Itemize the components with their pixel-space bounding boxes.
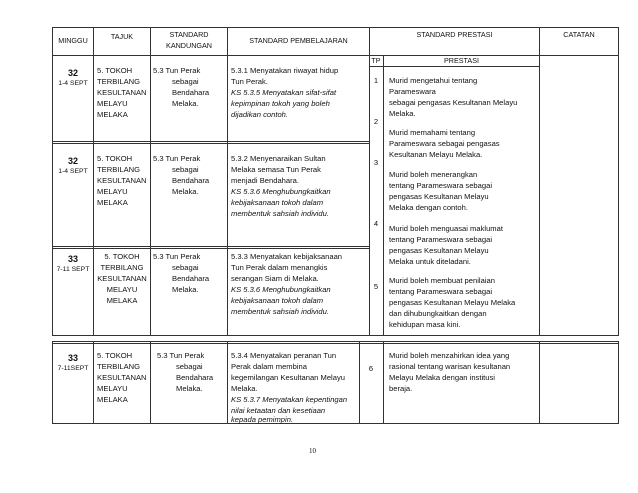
sk-line: 5.3 Tun Perak xyxy=(153,252,201,261)
header-standard-kandungan-line1: STANDARD xyxy=(169,30,209,39)
prestasi-line: Murid mengetahui tentang xyxy=(389,76,478,85)
tajuk-line: TERBILANG xyxy=(97,77,141,86)
sp-line: 5.3.2 Menyenaraikan Sultan xyxy=(231,154,326,163)
prestasi-line: Melaka. xyxy=(389,109,416,118)
prestasi-line: tentang Parameswara sebagai xyxy=(389,181,493,190)
sk-line: Bendahara xyxy=(172,274,210,283)
tajuk-line: MELAYU xyxy=(97,384,128,393)
prestasi-line: pengasas Kesultanan Melayu xyxy=(389,192,489,201)
prestasi-line: beraja. xyxy=(389,384,413,393)
prestasi-line: Murid boleh menguasai maklumat xyxy=(389,224,503,233)
tajuk-line: MELAYU xyxy=(106,285,138,294)
tajuk-line: MELAKA xyxy=(106,296,138,305)
tajuk-line: 5. TOKOH xyxy=(97,66,133,75)
sk-line: Melaka. xyxy=(176,384,203,393)
sp-line: Melaka semasa Tun Perak xyxy=(231,165,321,174)
header-standard-prestasi: STANDARD PRESTASI xyxy=(416,30,493,39)
sp-line: Tun Perak. xyxy=(231,77,268,86)
tp-level: 3 xyxy=(373,158,379,167)
tp-level: 5 xyxy=(373,282,379,291)
sk-line: sebagai xyxy=(172,165,199,174)
prestasi-line: Murid boleh menzahirkan idea yang xyxy=(389,351,510,360)
sp-ks-line: kepada pemimpin. xyxy=(231,415,294,424)
sp-ks-line: membentuk sahsiah individu. xyxy=(231,209,329,218)
header-minggu: MINGGU xyxy=(58,36,88,45)
sp-ks-line: KS 5.3.6 Menghubungkaitkan xyxy=(231,285,331,294)
tp-level: 4 xyxy=(373,219,379,228)
sp-ks-line: dijadikan contoh. xyxy=(231,110,288,119)
prestasi-line: rasional tentang warisan kesultanan xyxy=(389,362,511,371)
week-number: 33 xyxy=(67,254,78,264)
tajuk-line: TERBILANG xyxy=(100,263,144,272)
tajuk-line: TERBILANG xyxy=(97,165,141,174)
prestasi-line: kehidupan masa kini. xyxy=(389,320,461,329)
prestasi-line: tentang Parameswara sebagai xyxy=(389,235,493,244)
sp-ks-line: kebijaksanaan tokoh dalam xyxy=(231,296,324,305)
week-dates: 7-11 SEPT xyxy=(56,266,90,273)
sk-line: Melaka. xyxy=(172,99,199,108)
tajuk-line: TERBILANG xyxy=(97,362,141,371)
tajuk-line: MELAKA xyxy=(97,198,128,207)
tajuk-line: KESULTANAN xyxy=(97,373,147,382)
prestasi-line: Murid boleh membuat penilaian xyxy=(389,276,495,285)
prestasi-line: Murid boleh menerangkan xyxy=(389,170,478,179)
sk-line: Melaka. xyxy=(172,187,199,196)
sp-line: menjadi Bendahara. xyxy=(231,176,299,185)
week-dates: 1-4 SEPT xyxy=(58,168,88,175)
sp-line: Melaka. xyxy=(231,384,258,393)
sp-line: Perak dalam membina xyxy=(231,362,307,371)
sp-line: serangan Siam di Melaka. xyxy=(231,274,319,283)
sk-line: 5.3 Tun Perak xyxy=(153,66,201,75)
sk-line: sebagai xyxy=(172,77,199,86)
tajuk-line: MELAKA xyxy=(97,395,128,404)
header-tajuk: TAJUK xyxy=(110,32,134,41)
header-tp: TP xyxy=(371,56,381,65)
sk-line: 5.3 Tun Perak xyxy=(157,351,205,360)
prestasi-line: sebagai pengasas Kesultanan Melayu xyxy=(389,98,518,107)
tp-level: 1 xyxy=(373,76,379,85)
sp-ks-line: KS 5.3.7 Menyatakan kepentingan xyxy=(231,395,348,404)
prestasi-line: Parameswara xyxy=(389,87,436,96)
header-catatan: CATATAN xyxy=(563,30,595,39)
sk-line: Melaka. xyxy=(172,285,199,294)
week-dates: 1-4 SEPT xyxy=(58,80,88,87)
week-number: 33 xyxy=(67,353,78,363)
prestasi-line: Murid memahami tentang xyxy=(389,128,476,137)
sk-line: 5.3 Tun Perak xyxy=(153,154,201,163)
sp-ks-line: nilai ketaatan dan kesetiaan xyxy=(231,406,326,415)
sp-line: 5.3.3 Menyatakan kebijaksanaan xyxy=(231,252,343,261)
tajuk-line: MELAKA xyxy=(97,110,128,119)
sk-line: Bendahara xyxy=(172,88,210,97)
tp-level: 2 xyxy=(373,117,379,126)
sp-ks-line: membentuk sahsiah individu. xyxy=(231,307,329,316)
tajuk-line: 5. TOKOH xyxy=(97,154,133,163)
header-standard-pembelajaran: STANDARD PEMBELAJARAN xyxy=(249,36,348,45)
sk-line: Bendahara xyxy=(172,176,210,185)
week-number: 32 xyxy=(67,68,78,78)
sp-ks-line: KS 5.3.5 Menyatakan sifat-sifat xyxy=(231,88,337,97)
sp-ks-line: kebijaksanaan tokoh dalam xyxy=(231,198,324,207)
tp-level: 6 xyxy=(368,364,374,373)
page-number: 10 xyxy=(309,447,316,455)
header-standard-kandungan-line2: KANDUNGAN xyxy=(166,41,212,50)
sk-line: sebagai xyxy=(172,263,199,272)
week-number: 32 xyxy=(67,156,78,166)
tajuk-line: 5. TOKOH xyxy=(97,351,133,360)
prestasi-line: Melayu Melaka dengan institusi xyxy=(389,373,495,382)
header-prestasi: PRESTASI xyxy=(443,56,479,65)
prestasi-line: Kesultanan Melayu Melaka. xyxy=(389,150,483,159)
sk-line: Bendahara xyxy=(176,373,214,382)
sp-line: 5.3.1 Menyatakan riwayat hidup xyxy=(231,66,339,75)
sp-ks-line: KS 5.3.6 Menghubungkaitkan xyxy=(231,187,331,196)
week-dates: 7-11SEPT xyxy=(57,365,89,372)
prestasi-line: pengasas Kesultanan Melayu Melaka xyxy=(389,298,516,307)
prestasi-line: Parameswara sebagai pengasas xyxy=(389,139,500,148)
tajuk-line: MELAYU xyxy=(97,187,128,196)
prestasi-line: pengasas Kesultanan Melayu xyxy=(389,246,489,255)
prestasi-line: tentang Parameswara sebagai xyxy=(389,287,493,296)
tajuk-line: KESULTANAN xyxy=(97,176,147,185)
sk-line: sebagai xyxy=(176,362,203,371)
sp-ks-line: kepimpinan tokoh yang boleh xyxy=(231,99,330,108)
prestasi-line: dan dihubungkaitkan dengan xyxy=(389,309,487,318)
tajuk-line: MELAYU xyxy=(97,99,128,108)
tajuk-line: KESULTANAN xyxy=(97,88,147,97)
sp-line: Tun Perak dalam menangkis xyxy=(231,263,328,272)
tajuk-line: KESULTANAN xyxy=(97,274,147,283)
tajuk-line: 5. TOKOH xyxy=(104,252,140,261)
prestasi-line: Melaka untuk diteladani. xyxy=(389,257,471,266)
prestasi-line: Melaka dengan contoh. xyxy=(389,203,468,212)
sp-line: kegemilangan Kesultanan Melayu xyxy=(231,373,345,382)
sp-line: 5.3.4 Menyatakan peranan Tun xyxy=(231,351,337,360)
